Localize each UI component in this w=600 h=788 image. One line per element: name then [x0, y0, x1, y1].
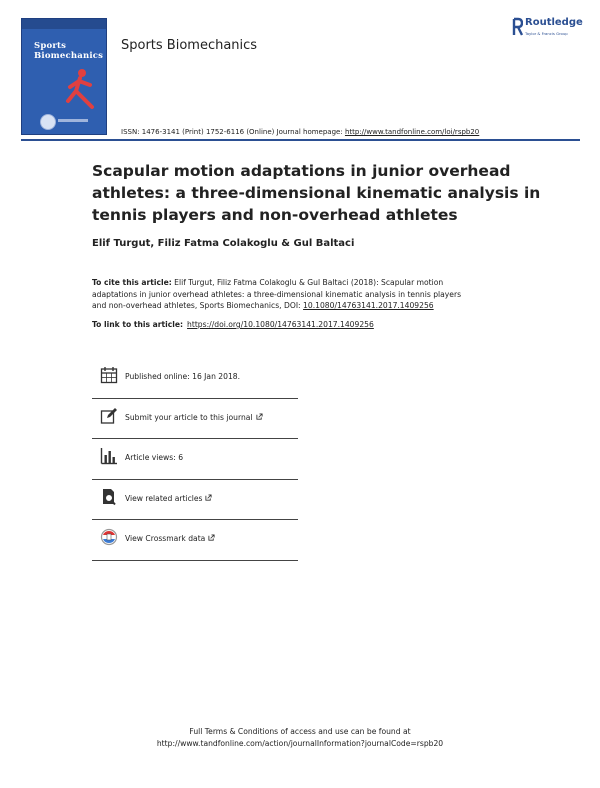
cover-title-line2: Biomechanics	[34, 51, 104, 61]
submit-article-item[interactable]	[92, 399, 298, 440]
article-link-line	[92, 320, 374, 329]
journal-title[interactable]: Sports Biomechanics	[121, 38, 258, 53]
external-link-icon	[208, 534, 215, 541]
published-online-item	[92, 358, 298, 399]
journal-homepage-link[interactable]: http://www.tandfonline.com/loi/rspb20	[344, 128, 480, 136]
footer-line: Full Terms & Conditions of access and use can be found at	[189, 727, 411, 736]
related-articles-link[interactable]: View related articles	[125, 494, 212, 503]
runner-figure-icon	[62, 67, 98, 111]
calendar-icon	[100, 366, 118, 384]
cover-title-line1: Sports	[34, 41, 67, 51]
footer-terms	[0, 726, 600, 750]
article-title	[92, 160, 572, 226]
article-title-line: tennis players and non-overhead athletes	[92, 206, 458, 224]
link-label: To link to this article:	[92, 320, 184, 329]
publisher-name: Routledge	[525, 17, 583, 28]
issn-text: ISSN: 1476-3141 (Print) 1752-6116 (Online) Journal homepage:	[121, 128, 345, 136]
article-views-text: Article views: 6	[125, 453, 184, 462]
related-articles-item[interactable]	[92, 480, 298, 521]
citation-text: adaptations in junior overhead athletes: a three-dimensional kinematic analysis in tennis players	[92, 289, 462, 299]
bar-chart-icon	[100, 447, 118, 465]
crossmark-item[interactable]	[92, 520, 298, 561]
published-online-text: Published online: 16 Jan 2018.	[125, 372, 241, 381]
citation-label: To cite this article:	[92, 278, 172, 287]
citation-text: Elif Turgut, Filiz Fatma Colakoglu & Gul Baltaci (2018): Scapular motion	[171, 278, 444, 287]
article-title-line: athletes: a three-dimensional kinematic analysis in	[92, 184, 541, 202]
external-link-icon	[205, 494, 212, 501]
cover-seal-icon	[40, 114, 56, 130]
article-title-line: Scapular motion adaptations in junior overhead	[92, 162, 511, 180]
edit-icon	[100, 407, 118, 425]
submit-article-link[interactable]: Submit your article to this journal	[125, 413, 263, 422]
crossmark-icon	[100, 528, 118, 546]
publisher-logo	[512, 17, 592, 43]
article-doi-url[interactable]: https://doi.org/10.1080/14763141.2017.1409256	[187, 320, 374, 329]
doi-link[interactable]: 10.1080/14763141.2017.1409256	[303, 301, 434, 311]
article-authors: Elif Turgut, Filiz Fatma Colakoglu & Gul Baltaci	[92, 238, 355, 249]
footer-terms-link[interactable]: http://www.tandfonline.com/action/journalInformation?journalCode=rspb20	[156, 739, 444, 748]
routledge-r-icon	[512, 17, 523, 37]
publisher-tagline: Taylor & Francis Group	[525, 31, 568, 36]
citation-block	[92, 277, 562, 312]
external-link-icon	[256, 413, 263, 420]
journal-cover	[21, 18, 107, 135]
article-info-list	[92, 358, 298, 561]
citation-text: and non-overhead athletes, Sports Biomechanics, DOI:	[92, 301, 304, 311]
header-divider	[21, 139, 580, 141]
issn-line	[121, 128, 479, 136]
article-views-item	[92, 439, 298, 480]
crossmark-link[interactable]: View Crossmark data	[125, 534, 215, 543]
related-articles-icon	[100, 488, 118, 506]
